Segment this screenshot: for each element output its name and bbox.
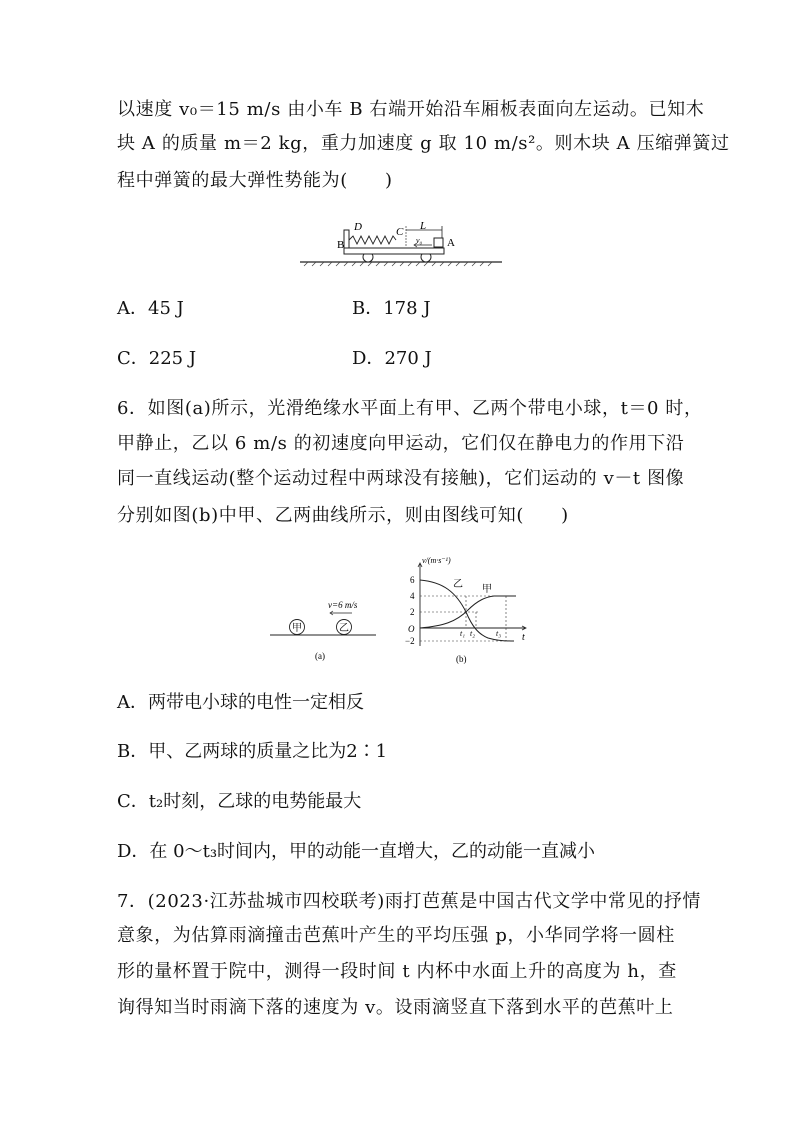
option-letter: C．	[117, 348, 149, 369]
option-text: 270 J	[384, 348, 432, 369]
q7-line-1: 7．(2023·江苏盐城市四校联考)雨打芭蕉是中国古代文学中常见的抒情	[117, 891, 702, 912]
label-d: D	[354, 221, 362, 233]
q6-line-3: 同一直线运动(整个运动过程中两球没有接触)，它们运动的 v－t 图像	[117, 468, 685, 489]
origin-label: O	[408, 624, 415, 634]
ytick-2: 2	[410, 607, 415, 617]
q5-line-3: 程中弹簧的最大弹性势能为( )	[117, 170, 393, 191]
velocity-label: v=6 m/s	[328, 600, 358, 610]
ytick-4: 4	[410, 591, 415, 601]
q6-option-c[interactable]: C．t₂时刻，乙球的电势能最大	[117, 791, 362, 812]
q7-line-4: 询得知当时雨滴下落的速度为 v。设雨滴竖直下落到水平的芭蕉叶上	[117, 997, 674, 1018]
q7-line-2: 意象，为估算雨滴撞击芭蕉叶产生的平均压强 p，小华同学将一圆柱	[117, 925, 675, 946]
option-text: 45 J	[148, 298, 184, 319]
ytick-neg2: −2	[405, 636, 415, 646]
q5-option-d[interactable]	[352, 348, 432, 370]
label-v0: v₀	[416, 236, 423, 245]
curve-jia-label: 甲	[482, 584, 492, 595]
q6-line-2: 甲静止，乙以 6 m/s 的初速度向甲运动，它们仅在静电力的作用下沿	[117, 433, 685, 454]
x-axis-label: t	[522, 632, 525, 643]
q5-cart-figure	[296, 218, 506, 268]
q5-option-a[interactable]	[117, 298, 184, 320]
ball-jia-label: 甲	[292, 623, 302, 634]
xtick-t1: t₁	[460, 629, 466, 638]
caption-b: (b)	[456, 654, 467, 664]
q6-option-b[interactable]: B．甲、乙两球的质量之比为2∶1	[117, 741, 388, 762]
y-axis-label: v/(m·s⁻¹)	[422, 556, 451, 565]
q6-figure-b	[398, 552, 538, 667]
q5-option-b[interactable]	[352, 298, 431, 320]
option-letter: B．	[352, 298, 384, 319]
q6-option-d[interactable]: D．在 0～t₃时间内，甲的动能一直增大，乙的动能一直减小	[117, 841, 596, 862]
option-letter: A．	[117, 298, 148, 319]
label-b: B	[337, 239, 345, 251]
q6-line-1: 6．如图(a)所示，光滑绝缘水平面上有甲、乙两个带电小球，t＝0 时，	[117, 398, 703, 419]
q7-line-3: 形的量杯置于院中，测得一段时间 t 内杯中水面上升的高度为 h，查	[117, 961, 677, 982]
q5-line-1: 以速度 v₀＝15 m/s 由小车 B 右端开始沿车厢板表面向左运动。已知木	[117, 99, 705, 120]
xtick-t3: t₃	[496, 629, 502, 638]
q6-option-a[interactable]: A．两带电小球的电性一定相反	[117, 692, 364, 713]
caption-a: (a)	[315, 651, 325, 661]
q5-option-c[interactable]	[117, 348, 196, 370]
xtick-t2: t₂	[470, 629, 476, 638]
label-l: L	[420, 220, 427, 232]
option-text: 225 J	[148, 348, 197, 369]
q6-line-4: 分别如图(b)中甲、乙两曲线所示，则由图线可知( )	[117, 505, 569, 526]
option-letter: D．	[352, 348, 385, 369]
curve-yi-label: 乙	[453, 579, 463, 590]
label-a: A	[447, 237, 455, 249]
option-text: 178 J	[383, 298, 431, 319]
ball-yi-label: 乙	[339, 623, 349, 634]
q6-figure-a	[268, 595, 378, 665]
ytick-6: 6	[410, 575, 415, 585]
label-c: C	[396, 226, 404, 238]
q5-line-2: 块 A 的质量 m＝2 kg，重力加速度 g 取 10 m/s²。则木块 A 压缩弹簧过	[117, 133, 730, 154]
